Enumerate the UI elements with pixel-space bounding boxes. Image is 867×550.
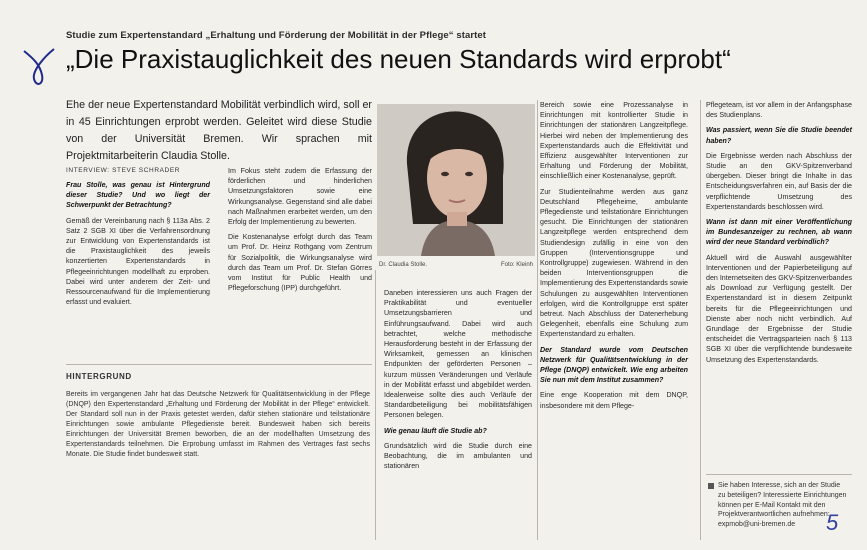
column-divider [375, 270, 376, 540]
column-3 [384, 288, 532, 476]
answer-9: Pflegeteam, ist vor allem in der Anfangsphase des Studienplans. [706, 101, 852, 120]
caption-text: Dr. Claudia Stolle. [379, 262, 428, 268]
answer-7: Zur Studienteilnahme werden aus ganz Deutschland Pflegeheime, ambulante Pflegedienste und teilstationäre Einrichtungen gesucht. Die Einrichtungen der stationären Langzeitpflege werden entsprechend dem Studiendesign zufällig in eine von den Gruppen (Interventionsgruppe und Kontrollgruppe) zugewiesen. Während in den beiden Interventionsgruppen die Implementierung des Expertenstandards sowie Schulungen zu ausgewählten Interventionen erfolgen, wird die Kontrollgruppe erst später betreut. Nach Abschluss der Datenerhebung Gelegenheit, ebenfalls eine Schulung zum Expertenstandard zu erhalten. [540, 187, 688, 339]
sidebar-divider [706, 474, 852, 475]
answer-2: Im Fokus steht zudem die Erfassung der förderlichen und hinderlichen Umsetzungsfaktoren sowie eine Wirkungsanalyse. Gegenstand sind alle dabei nach Maßnahmen erarbeitet werden, um den Erfolg der Implementierung zu bewerten. [228, 167, 372, 227]
column-divider [537, 100, 538, 540]
question-3: Der Standard wurde vom Deutschen Netzwerk für Qualitätsentwicklung in der Pflege (DNQP) entwickelt. Wie eng arbeiten Sie nun mit dem Institut zusammen? [540, 345, 688, 385]
question-2: Wie genau läuft die Studie ab? [384, 426, 487, 435]
background-box-text: Bereits im vergangenen Jahr hat das Deutsche Netzwerk für Qualitätsentwicklung in der Pflege (DNQP) den Expertenstandard „Erhaltung und Förderung der Mobilität in der Pflege“ entwickelt. Der Standard soll nun in der Praxis getestet werden, dafür stehen stationäre und teilstationäre Einrichtungen sowie ambulante Pflegedienste bereit. Bundesweit haben sich bereits Einrichtungen der Universität Bremen beworben, die an der modellhaften Umsetzung des Expertenstandards teilnehmen. Die Erprobung umfasst im Rahmen des Vertrages fast sechs Monate. Die Studie findet bundesweit statt. [66, 391, 370, 458]
kicker: Studie zum Expertenstandard „Erhaltung und Förderung der Mobilität in der Pflege“ startet [66, 30, 487, 41]
headline: „Die Praxistauglichkeit des neuen Standards wird erprobt“ [66, 44, 731, 74]
column-5 [706, 100, 852, 370]
answer-6: Bereich sowie eine Prozessanalyse in Einrichtungen mit kontrollierter Studie in Einrichtungen der stationären Langzeitpflege. Hierbei wird neben der Implementierung des Expertenstandards auch die Effektivität und Effizienz ausgewählter Interventionen zur Erhaltung und Förderung der Mobilität, einschließlich einer Kostenanalyse, geprüft. [540, 101, 688, 181]
answer-8: Eine enge Kooperation mit dem DNQP, insbesondere mit dem Pflege- [540, 391, 688, 410]
answer-11: Aktuell wird die Auswahl ausgewählter Interventionen und der Papierbeteiligung auf den Internetseiten des GKV-Spitzenverbandes als Download zur Verfügung gestellt. Der Expertenstandard ist in diesem Zeitpunkt bereits für die Pflegeeinrichtungen und Dienste aber noch nicht verbindlich. Auf Grundlage der Ergebnisse der Studie entscheidet die Vertragsparteien nach § 113 SGB XI über die verpflichtende bundesweite Umsetzung des Expertenstandards. [706, 253, 852, 364]
byline: INTERVIEW: STEVE SCHRADER [66, 167, 181, 174]
answer-10: Die Ergebnisse werden nach Abschluss der Studie an den GKV-Spitzenverband übergeben. Dieser bringt die Inhalte in das Entscheidungsverfahren ein, auf Basis der die verpflichtende Umsetzung des Expertenstandards beschlossen wird. [706, 151, 852, 211]
question-5: Wann ist dann mit einer Veröffentlichung im Bundesanzeiger zu rechnen, ab wann wird der neue Standard verbindlich? [706, 218, 852, 247]
answer-1: Gemäß der Vereinbarung nach § 113a Abs. 2 Satz 2 SGB XI über die Verfahrensordnung zur Entwicklung von Expertenstandards ist die Praxistauglichkeit des jeweils konzertierten Expertenstandards in Pflegeeinrichtungen modellhaft zu erproben. Dabei wird unter anderem der Zeit- und Ressourcenaufwand für die Implementierung erfasst und evaluiert. [66, 216, 210, 307]
answer-5: Grundsätzlich wird die Studie durch eine Beobachtung, die im ambulanten und stationären [384, 441, 532, 471]
portrait-photo [377, 104, 535, 256]
answer-3: Die Kostenanalyse erfolgt durch das Team um Prof. Dr. Heinz Rothgang vom Zentrum für Sozialpolitik, die Wirkungsanalyse wird durch das Team um Prof. Dr. Stefan Görres vom Institut für Public Health und Pflegeforschung (IPP) durchgeführt. [228, 233, 372, 293]
column-divider [700, 100, 701, 540]
photo-credit: Foto: Kleinh [500, 262, 533, 268]
contact-text: Sie haben Interesse, sich an der Studie zu beteiligen? Interessierte Einrichtungen können per E-Mail Kontakt mit den Projektverantwortlichen aufnehmen: expmob@uni-bremen.de [718, 482, 847, 529]
lead-paragraph: Ehe der neue Expertenstandard Mobilität verbindlich wird, soll er in 45 Einrichtungen erprobt werden. Geleitet wird diese Studie von der Universität Bremen. Wir sprachen mit Projektmitarbeiterin Claudia Stolle. [66, 99, 372, 162]
handwritten-check-icon [20, 45, 56, 89]
background-box-title: HINTERGRUND [66, 372, 132, 381]
column-1 [66, 180, 210, 312]
box-divider [66, 364, 372, 365]
page-number: 5 [826, 510, 839, 535]
question-4: Was passiert, wenn Sie die Studie beendet haben? [706, 126, 852, 145]
question-1: Frau Stolle, was genau ist Hintergrund dieser Studie? Und wo liegt der Schwerpunkt der Betrachtung? [66, 181, 210, 210]
square-bullet-icon [708, 483, 714, 489]
photo-caption [379, 262, 533, 268]
column-2 [228, 166, 372, 298]
column-4 [540, 100, 688, 416]
answer-4: Daneben interessieren uns auch Fragen der Praktikabilität und eventueller Umsetzungsbarrieren und Einführungsaufwand. Dabei wird auch betrachtet, welche methodische Herausforderung besteht in der Erfassung der Wirksamkeit, gemessen an klinischen Endpunkten der geförderten Personen – kurzum müssen Veränderungen und Verläufe in der Mobilität erfasst und abgebildet werden. Idealerweise sollte dies auch Verläufe der Standardbeteiligung bei mobilitätsfähigen Personen belegen. [384, 289, 532, 420]
portrait-illustration [377, 104, 535, 256]
